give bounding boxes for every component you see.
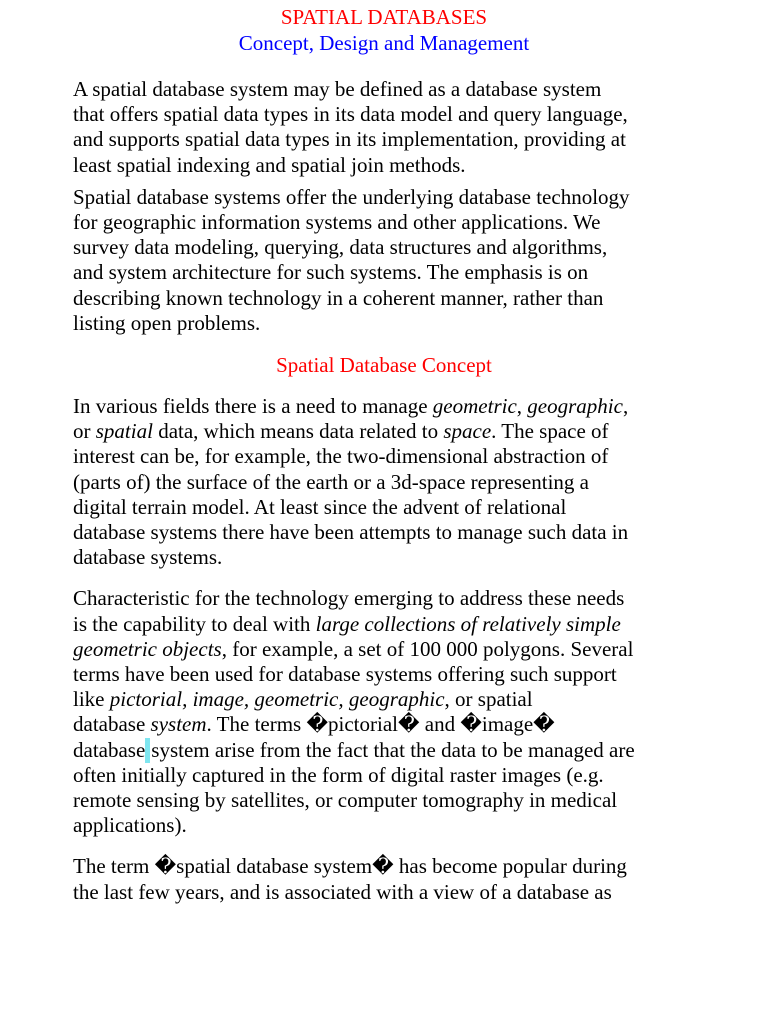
text-line: database systems there have been attempts to manage such data in (73, 520, 629, 545)
paragraph-definition (73, 77, 695, 178)
paragraph-term (73, 854, 695, 904)
italic-term: space (443, 419, 492, 444)
text-line: Spatial database systems offer the underlying database technology (73, 184, 630, 209)
text-line (73, 687, 695, 712)
document-subtitle: Concept, Design and Management (238, 31, 530, 55)
paragraph-characteristic (73, 586, 695, 838)
text-line: and system architecture for such systems. The emphasis is on (73, 260, 589, 285)
text-line: listing open problems. (73, 310, 261, 335)
text-line: for geographic information systems and other applications. We (73, 210, 601, 235)
text-line: the last few years, and is associated with a view of a database as (73, 879, 612, 904)
text-line: that offers spatial data types in its data model and query language, (73, 102, 628, 127)
text-line: digital terrain model. At least since the advent of relational (73, 494, 567, 519)
paragraph-need (73, 394, 695, 570)
text-line (73, 419, 695, 444)
text-line (73, 712, 695, 737)
text-line: The term �spatial database system� has become popular during (73, 854, 627, 879)
text-run: is the capability to deal with (73, 611, 316, 636)
text-run: , (622, 394, 629, 419)
italic-term: geometric (432, 394, 517, 419)
text-run: database (73, 712, 151, 737)
text-line: database systems. (73, 545, 223, 570)
section-heading: Spatial Database Concept (276, 353, 492, 378)
text-line (73, 394, 695, 419)
text-run: data, which means data related to (152, 419, 444, 444)
text-line: Characteristic for the technology emerging to address these needs (73, 586, 625, 611)
text-line: often initially captured in the form of digital raster images (e.g. (73, 762, 604, 787)
text-run: . The space of (491, 419, 609, 444)
text-run: like (73, 687, 110, 712)
document-title: SPATIAL DATABASES (280, 5, 488, 29)
italic-term: geographic (527, 394, 623, 419)
text-line: terms have been used for database systems offering such support (73, 662, 617, 687)
text-line: least spatial indexing and spatial join methods. (73, 152, 466, 177)
text-line: (parts of) the surface of the earth or a 3d-space representing a (73, 469, 589, 494)
text-line: remote sensing by satellites, or computer tomography in medical (73, 788, 618, 813)
italic-term: large collections of relatively simple (315, 611, 621, 636)
text-run: system arise from the fact that the data to be managed are (151, 737, 635, 762)
italic-term: spatial (95, 419, 153, 444)
text-run: , (516, 394, 528, 419)
text-run: . The terms �pictorial� and �image� (206, 712, 555, 737)
text-run: , or spatial (444, 687, 533, 712)
text-line: survey data modeling, querying, data structures and algorithms, (73, 235, 608, 260)
text-line: describing known technology in a coherent manner, rather than (73, 285, 604, 310)
italic-term: system (150, 712, 207, 737)
text-line (73, 637, 695, 662)
paragraph-overview (73, 185, 695, 336)
italic-term: geometric objects (73, 636, 222, 661)
text-line: applications). (73, 813, 187, 838)
text-line: interest can be, for example, the two-dimensional abstraction of (73, 444, 609, 469)
text-run: , for example, a set of 100 000 polygons. Several (221, 636, 634, 661)
text-line: A spatial database system may be defined as a database system (73, 77, 602, 101)
text-line: and supports spatial data types in its implementation, providing at (73, 127, 626, 152)
text-cursor[interactable] (145, 738, 150, 763)
text-line (73, 612, 695, 637)
text-run: In various fields there is a need to manage (73, 394, 433, 419)
text-line (73, 738, 695, 763)
italic-term: pictorial, image, geometric, geographic (109, 687, 445, 712)
text-run: or (73, 419, 96, 444)
document-page (73, 4, 695, 905)
text-run: database (73, 737, 146, 762)
